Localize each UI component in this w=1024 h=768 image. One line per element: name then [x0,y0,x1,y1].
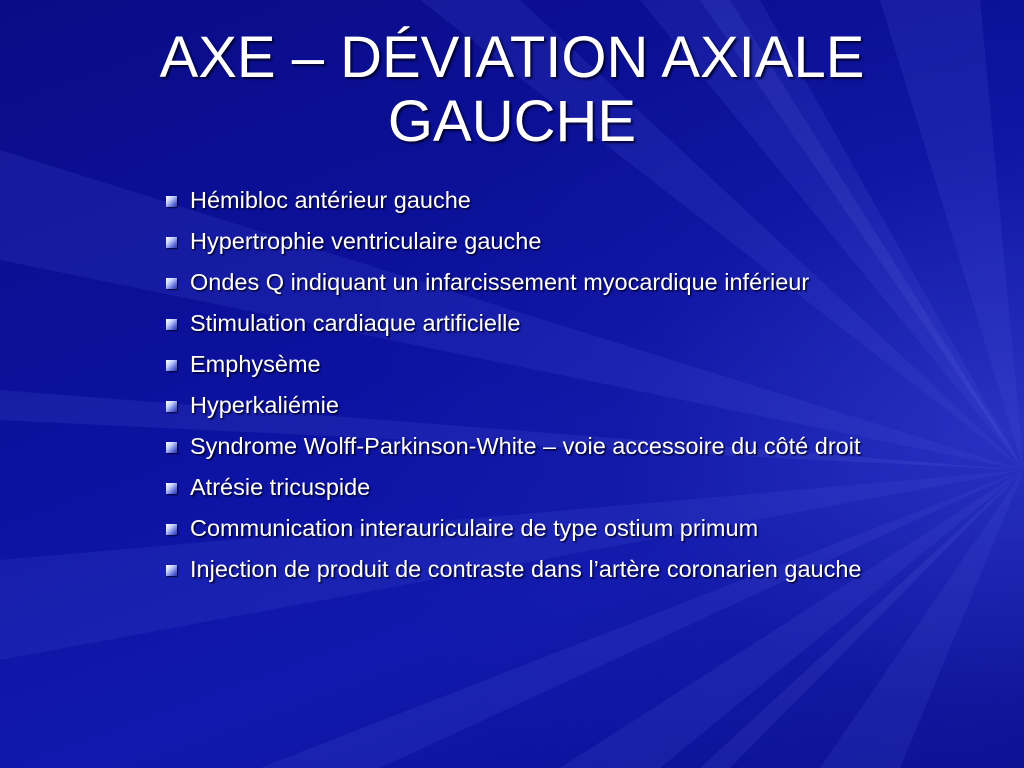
square-bullet-icon [166,442,177,453]
list-item-text: Syndrome Wolff-Parkinson-White – voie accessoire du côté droit [190,433,861,459]
slide-title-line-1: AXE – DÉVIATION AXIALE [159,25,865,90]
list-item-text: Stimulation cardiaque artificielle [190,310,521,336]
list-item-text: Atrésie tricuspide [190,474,371,500]
list-item [162,430,962,463]
square-bullet-icon [166,401,177,412]
list-item-text: Communication interauriculaire de type ostium primum [190,515,759,541]
list-item-text: Hypertrophie ventriculaire gauche [190,228,542,254]
list-item [162,266,962,299]
list-item [162,553,962,586]
square-bullet-icon [166,196,177,207]
square-bullet-icon [166,237,177,248]
list-item-text: Ondes Q indiquant un infarcissement myocardique inférieur [190,269,810,295]
square-bullet-icon [166,483,177,494]
square-bullet-icon [166,360,177,371]
slide-title [60,26,964,154]
list-item [162,389,962,422]
square-bullet-icon [166,319,177,330]
list-item [162,307,962,340]
bullet-list [162,184,962,594]
list-item-text: Injection de produit de contraste dans l’artère coronarien gauche [190,556,862,582]
square-bullet-icon [166,524,177,535]
square-bullet-icon [166,278,177,289]
list-item [162,184,962,217]
slide-title-line-2: GAUCHE [387,89,637,154]
list-item-text: Emphysème [190,351,321,377]
list-item [162,225,962,258]
list-item-text: Hyperkaliémie [190,392,339,418]
list-item [162,512,962,545]
square-bullet-icon [166,565,177,576]
list-item [162,471,962,504]
list-item [162,348,962,381]
list-item-text: Hémibloc antérieur gauche [190,187,471,213]
